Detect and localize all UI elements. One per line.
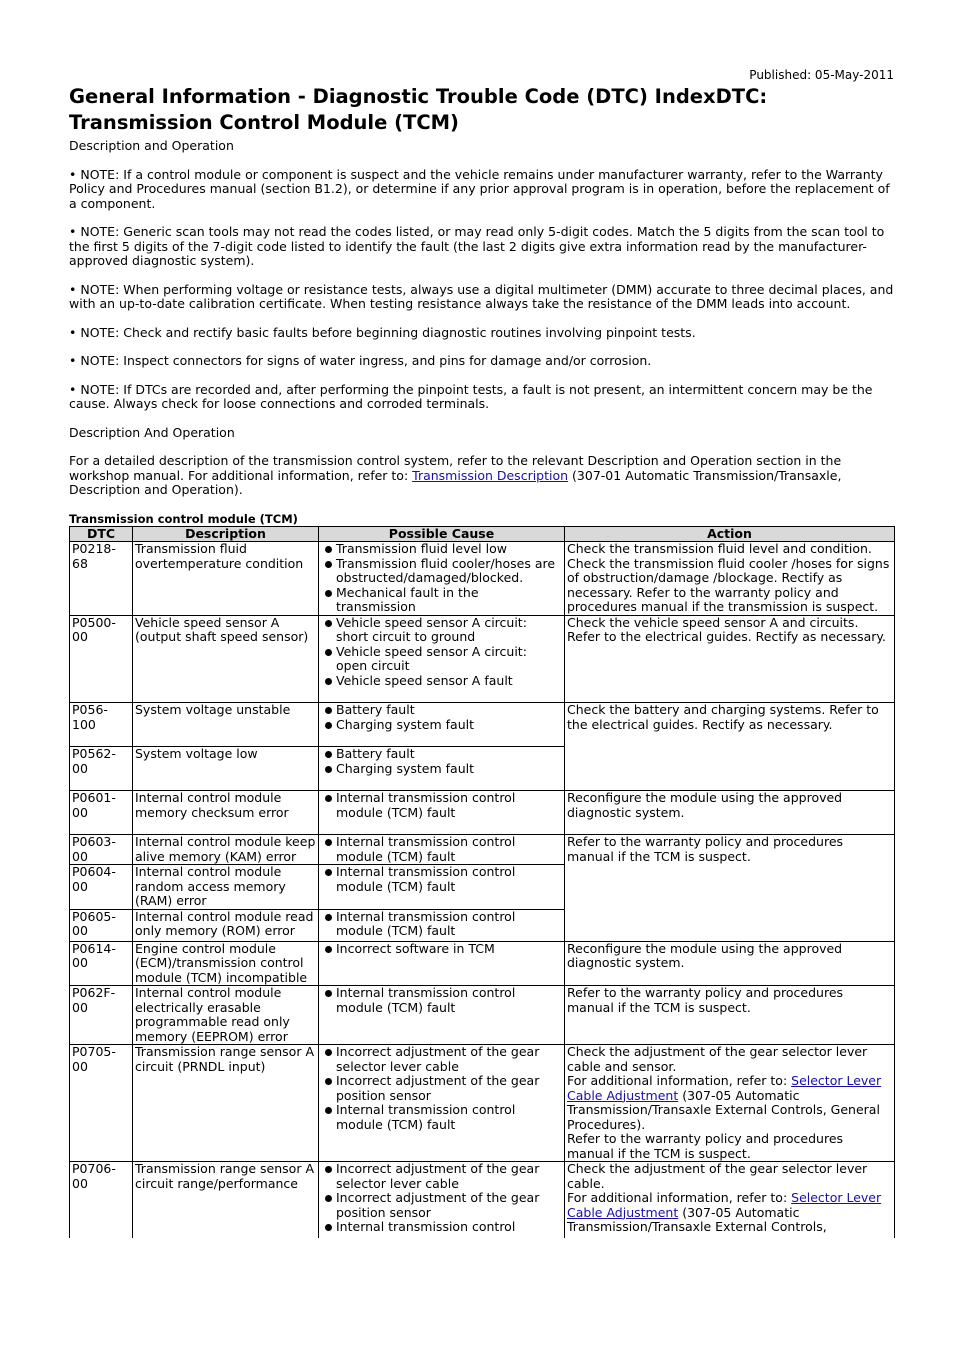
possible-cause [319, 615, 565, 703]
action-line [567, 1191, 892, 1235]
dtc-description: Internal control module electrically erasable programmable read only memory (EEPROM) error [133, 986, 319, 1045]
dtc-description: Transmission range sensor A circuit range/performance [133, 1162, 319, 1239]
note-connectors: • NOTE: Inspect connectors for signs of water ingress, and pins for damage and/or corrosion. [69, 353, 652, 368]
note-dmm: • NOTE: When performing voltage or resistance tests, always use a digital multimeter (DMM) accurate to three decimal places, and with an up-to-date calibration certificate. When testing resistance always take the resistance of the DMM leads into account. [69, 281, 894, 311]
cause-item: Battery fault [321, 747, 562, 762]
action-text: (307-05 Automatic Transmission/Transaxle External Controls, [567, 1204, 827, 1234]
cause-item: Internal transmission control module (TCM) fault [321, 865, 562, 894]
possible-cause [319, 542, 565, 616]
cause-item: Internal transmission control module (TCM) fault [321, 791, 562, 820]
note-basic-faults: • NOTE: Check and rectify basic faults before beginning diagnostic routines involving pinpoint tests. [69, 324, 696, 340]
dtc-action: Reconfigure the module using the approved diagnostic system. [565, 941, 895, 986]
cause-item: Vehicle speed sensor A circuit: open circuit [321, 645, 562, 674]
dtc-action [565, 1045, 895, 1162]
dtc-code: P0604-00 [70, 865, 133, 910]
selector-lever-cable-adjustment-link[interactable]: Selector Lever Cable Adjustment [567, 1073, 882, 1103]
cause-item: Internal transmission control [321, 1220, 562, 1235]
note-intermittent: • NOTE: If DTCs are recorded and, after performing the pinpoint tests, a fault is not present, an intermittent concern may be the cause. Always check for loose connections and corroded terminals. [69, 381, 873, 411]
page-title-line-2: Transmission Control Module (TCM) [69, 111, 459, 134]
page-title [69, 84, 894, 136]
dtc-code: P0603-00 [70, 835, 133, 865]
cause-item: Transmission fluid level low [321, 542, 562, 557]
dtc-description: Internal control module read only memory (ROM) error [133, 909, 319, 941]
dtc-action: Reconfigure the module using the approved diagnostic system. [565, 791, 895, 835]
possible-cause [319, 835, 565, 865]
table-row [70, 615, 895, 703]
possible-cause [319, 909, 565, 941]
dtc-description: Internal control module keep alive memory (KAM) error [133, 835, 319, 865]
dtc-action: Check the vehicle speed sensor A and circuits. Refer to the electrical guides. Rectify as necessary. [565, 615, 895, 703]
table-row [70, 542, 895, 616]
table-row [70, 1045, 895, 1162]
cause-item: Internal transmission control module (TCM) fault [321, 1103, 562, 1132]
possible-cause [319, 941, 565, 986]
dtc-action: Check the battery and charging systems. Refer to the electrical guides. Rectify as necessary. [565, 703, 895, 791]
dtc-code: P0500-00 [70, 615, 133, 703]
dtc-code: P0562-00 [70, 747, 133, 791]
possible-cause [319, 1045, 565, 1162]
dtc-action: Check the transmission fluid level and condition. Check the transmission fluid cooler /hoses for signs of obstruction/damage /blockage. Rectify as necessary. Refer to the warranty policy and procedures manual if the transmission is suspect. [565, 542, 895, 616]
description-text: For a detailed description of the transmission control system, refer to the relevant Description and Operation section in the workshop manual. For additional information, refer to: [69, 453, 842, 483]
dtc-code: P0605-00 [70, 909, 133, 941]
cause-item: Vehicle speed sensor A circuit: short circuit to ground [321, 616, 562, 645]
dtc-description: Engine control module (ECM)/transmission control module (TCM) incompatible [133, 941, 319, 986]
dtc-description: Transmission fluid overtemperature condition [133, 542, 319, 616]
table-row [70, 986, 895, 1045]
dtc-description: System voltage unstable [133, 703, 319, 747]
table-row [70, 835, 895, 865]
table-row [70, 1162, 895, 1239]
column-header-dtc: DTC [70, 526, 133, 542]
dtc-action: Refer to the warranty policy and procedures manual if the TCM is suspect. [565, 986, 895, 1045]
cause-item: Transmission fluid cooler/hoses are obstructed/damaged/blocked. [321, 557, 562, 586]
dtc-code: P0218-68 [70, 542, 133, 616]
dtc-code: P0601-00 [70, 791, 133, 835]
dtc-description: Internal control module memory checksum error [133, 791, 319, 835]
action-text: For additional information, refer to: [567, 1073, 792, 1088]
action-text: (307-05 Automatic Transmission/Transaxle External Controls, General Procedures). [567, 1087, 880, 1132]
dtc-code: P056-100 [70, 703, 133, 747]
table-row [70, 791, 895, 835]
description-heading: Description And Operation [69, 424, 235, 440]
cause-item: Internal transmission control module (TCM) fault [321, 986, 562, 1015]
cause-item: Battery fault [321, 703, 562, 718]
dtc-description: Internal control module random access memory (RAM) error [133, 865, 319, 910]
cause-item: Charging system fault [321, 718, 562, 733]
table-caption: Transmission control module (TCM) [69, 511, 298, 526]
transmission-description-link[interactable]: Transmission Description [412, 467, 569, 483]
possible-cause [319, 703, 565, 747]
possible-cause [319, 1162, 565, 1239]
table-row [70, 941, 895, 986]
cause-item: Incorrect software in TCM [321, 942, 562, 957]
page-subtitle: Description and Operation [69, 138, 234, 153]
description-paragraph [69, 454, 894, 498]
column-header-action: Action [565, 526, 895, 542]
dtc-code: P062F-00 [70, 986, 133, 1045]
action-line: Check the adjustment of the gear selector lever cable. [567, 1161, 868, 1191]
cause-item: Charging system fault [321, 762, 562, 777]
cause-item: Internal transmission control module (TCM) fault [321, 835, 562, 864]
dtc-description: Vehicle speed sensor A (output shaft speed sensor) [133, 615, 319, 703]
possible-cause [319, 747, 565, 791]
possible-cause [319, 791, 565, 835]
cause-item: Mechanical fault in the transmission [321, 586, 562, 615]
column-header-description: Description [133, 526, 319, 542]
cause-item: Incorrect adjustment of the gear selector lever cable [321, 1045, 562, 1074]
published-date: Published: 05-May-2011 [749, 68, 894, 82]
column-header-possible-cause: Possible Cause [319, 526, 565, 542]
possible-cause [319, 986, 565, 1045]
cause-item: Vehicle speed sensor A fault [321, 674, 562, 689]
note-warranty: • NOTE: If a control module or component is suspect and the vehicle remains under manufacturer warranty, refer to the Warranty Policy and Procedures manual (section B1.2), or determine if any prior approval program is in operation, before the replacement of a component. [69, 166, 890, 211]
description-text-end: (307-01 Automatic Transmission/Transaxle, Description and Operation). [69, 467, 842, 497]
possible-cause [319, 865, 565, 910]
cause-item: Internal transmission control module (TCM) fault [321, 910, 562, 939]
cause-item: Incorrect adjustment of the gear selector lever cable [321, 1162, 562, 1191]
action-line: Refer to the warranty policy and procedures manual if the TCM is suspect. [567, 1131, 844, 1161]
note-scan-tools: • NOTE: Generic scan tools may not read the codes listed, or may read only 5-digit codes. Match the 5 digits from the scan tool to the first 5 digits of the 7-digit code listed to identify the fault (the last 2 digits give extra information read by the manufacturer-approved diagnostic system). [69, 224, 885, 268]
dtc-description: Transmission range sensor A circuit (PRNDL input) [133, 1045, 319, 1162]
cause-item: Incorrect adjustment of the gear position sensor [321, 1074, 562, 1103]
action-text: For additional information, refer to: [567, 1190, 792, 1205]
table-row [70, 703, 895, 747]
selector-lever-cable-adjustment-link[interactable]: Selector Lever Cable Adjustment [567, 1190, 882, 1220]
document-page [69, 62, 894, 1238]
dtc-code: P0614-00 [70, 941, 133, 986]
page-title-line-1: General Information - Diagnostic Trouble Code (DTC) IndexDTC: [69, 85, 768, 108]
dtc-action [565, 1162, 895, 1239]
table-header-row [70, 526, 895, 542]
action-line: Check the adjustment of the gear selector lever cable and sensor. [567, 1044, 868, 1074]
cause-item: Incorrect adjustment of the gear position sensor [321, 1191, 562, 1220]
dtc-description: System voltage low [133, 747, 319, 791]
action-line [567, 1074, 892, 1132]
dtc-action: Refer to the warranty policy and procedures manual if the TCM is suspect. [565, 835, 895, 942]
dtc-code: P0705-00 [70, 1045, 133, 1162]
dtc-code: P0706-00 [70, 1162, 133, 1239]
dtc-table [69, 526, 895, 1239]
